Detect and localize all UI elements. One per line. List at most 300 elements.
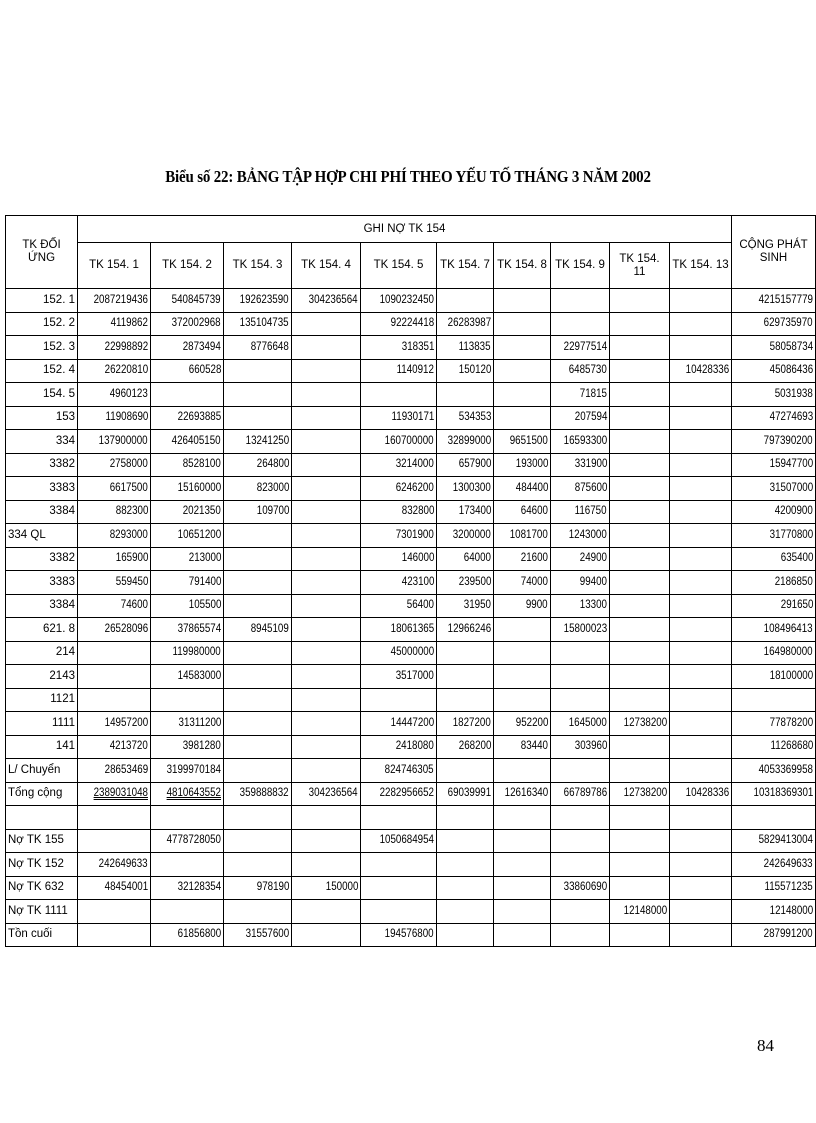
table-cell: [224, 806, 292, 830]
cell-value: 83440: [520, 740, 548, 753]
table-cell: [670, 806, 732, 830]
table-cell: [610, 876, 670, 900]
table-cell: [224, 571, 292, 595]
table-cell: [361, 571, 437, 595]
table-cell: [494, 876, 551, 900]
row-label: 334 QL: [6, 524, 78, 548]
table-row: [6, 571, 816, 595]
table-cell: [494, 688, 551, 712]
table-cell: [494, 782, 551, 806]
table-cell: [151, 289, 224, 313]
table-cell: [437, 618, 494, 642]
table-cell: [610, 359, 670, 383]
cell-value: 823000: [256, 481, 289, 494]
table-cell: [151, 735, 224, 759]
table-cell: [551, 453, 610, 477]
table-cell: [551, 336, 610, 360]
cell-value: 8528100: [182, 458, 221, 471]
table-cell: [551, 876, 610, 900]
cell-value: 194576800: [385, 928, 434, 941]
cell-value: 559450: [115, 575, 148, 588]
table-cell: [361, 759, 437, 783]
table-cell: [670, 547, 732, 571]
cell-value: 4778728050: [166, 834, 221, 847]
total-value: 77878200: [769, 716, 813, 729]
total-value: 11268680: [770, 740, 813, 753]
table-cell: [494, 359, 551, 383]
cell-value: 331900: [574, 458, 607, 471]
table-cell: [292, 359, 361, 383]
table-cell: [78, 289, 151, 313]
cell-value: 160700000: [385, 434, 434, 447]
table-cell: [361, 806, 437, 830]
table-cell: [437, 641, 494, 665]
table-cell: [610, 383, 670, 407]
table-cell: [610, 735, 670, 759]
cell-value: 12738200: [623, 716, 667, 729]
table-cell: [151, 477, 224, 501]
cell-value: 1140912: [396, 364, 434, 377]
cell-value: 2087219436: [93, 293, 148, 306]
cell-value: 978190: [256, 881, 289, 894]
row-label: 3383: [6, 571, 78, 595]
table-cell: [361, 594, 437, 618]
table-row: [6, 312, 816, 336]
cell-value: 2282956652: [379, 787, 434, 800]
cell-value: 832800: [401, 505, 434, 518]
table-cell: [551, 759, 610, 783]
table-cell: [610, 289, 670, 313]
row-label: 152. 4: [6, 359, 78, 383]
table-cell: [610, 641, 670, 665]
table-cell: [551, 359, 610, 383]
cell-value: 875600: [574, 481, 607, 494]
table-cell: [224, 336, 292, 360]
cell-value: 4213720: [109, 740, 148, 753]
table-cell: [224, 641, 292, 665]
table-cell: [292, 782, 361, 806]
table-cell: [670, 336, 732, 360]
row-label: 3384: [6, 594, 78, 618]
total-value: 115571235: [764, 881, 813, 894]
table-cell: [437, 782, 494, 806]
cell-value: 10428336: [685, 364, 729, 377]
cell-value: 6617500: [109, 481, 148, 494]
table-cell: [224, 477, 292, 501]
cell-value: 10651200: [177, 528, 221, 541]
table-cell: [551, 923, 610, 947]
table-cell: [292, 312, 361, 336]
cell-value: 56400: [406, 599, 434, 612]
column-header: TK 154. 8: [494, 243, 551, 289]
row-total: [732, 735, 816, 759]
table-cell: [224, 500, 292, 524]
cell-value: 22977514: [563, 340, 607, 353]
table-cell: [494, 829, 551, 853]
row-total: [732, 406, 816, 430]
row-total: [732, 665, 816, 689]
table-cell: [292, 900, 361, 924]
row-total: [732, 712, 816, 736]
table-cell: [670, 618, 732, 642]
table-cell: [610, 782, 670, 806]
table-cell: [610, 900, 670, 924]
table-row: [6, 853, 816, 877]
row-total: [732, 524, 816, 548]
cell-value: 6246200: [395, 481, 434, 494]
cell-value: 150000: [325, 881, 358, 894]
table-cell: [361, 524, 437, 548]
table-cell: [551, 712, 610, 736]
table-cell: [610, 665, 670, 689]
table-cell: [151, 547, 224, 571]
table-cell: [361, 453, 437, 477]
table-cell: [551, 782, 610, 806]
table-cell: [78, 735, 151, 759]
row-label: 1121: [6, 688, 78, 712]
table-cell: [78, 359, 151, 383]
table-cell: [610, 524, 670, 548]
table-cell: [670, 571, 732, 595]
table-cell: [610, 336, 670, 360]
cell-value: 13241250: [245, 434, 289, 447]
row-label: 153: [6, 406, 78, 430]
table-cell: [551, 806, 610, 830]
table-cell: [494, 406, 551, 430]
column-header: TK 154. 3: [224, 243, 292, 289]
cell-value: 1645000: [568, 716, 607, 729]
table-cell: [494, 759, 551, 783]
row-label: Nợ TK 632: [6, 876, 78, 900]
table-row: [6, 618, 816, 642]
table-cell: [361, 735, 437, 759]
cell-value: 12616340: [504, 787, 548, 800]
total-value: 18100000: [769, 669, 813, 682]
table-cell: [292, 618, 361, 642]
table-row: [6, 900, 816, 924]
table-cell: [670, 594, 732, 618]
cell-value: 660528: [188, 364, 221, 377]
table-cell: [437, 453, 494, 477]
table-cell: [670, 923, 732, 947]
total-value: 287991200: [764, 928, 813, 941]
table-cell: [361, 829, 437, 853]
header-tk-doi-ung: TK ĐỐI ỨNG: [6, 216, 78, 289]
page-number: 84: [757, 1036, 774, 1055]
table-cell: [551, 829, 610, 853]
row-total: [732, 571, 816, 595]
table-row: [6, 712, 816, 736]
table-cell: [437, 900, 494, 924]
table-cell: [551, 524, 610, 548]
table-cell: [78, 430, 151, 454]
cell-value: 3981280: [182, 740, 221, 753]
table-cell: [551, 500, 610, 524]
total-value: 12148000: [769, 904, 813, 917]
table-row: [6, 735, 816, 759]
total-value: 797390200: [764, 434, 813, 447]
cell-value: 824746305: [385, 763, 434, 776]
cell-value: 3517000: [395, 669, 434, 682]
total-value: 15947700: [769, 458, 813, 471]
table-cell: [361, 477, 437, 501]
cell-value: 1090232450: [379, 293, 434, 306]
row-total: [732, 923, 816, 947]
cell-value: 264800: [256, 458, 289, 471]
cell-value: 1300300: [452, 481, 491, 494]
table-cell: [361, 923, 437, 947]
table-cell: [361, 641, 437, 665]
row-total: [732, 829, 816, 853]
table-cell: [224, 383, 292, 407]
row-total: [732, 383, 816, 407]
table-cell: [224, 618, 292, 642]
table-cell: [610, 829, 670, 853]
cell-value: 135104735: [240, 317, 289, 330]
table-cell: [292, 712, 361, 736]
table-cell: [292, 923, 361, 947]
table-cell: [292, 383, 361, 407]
total-value: 5031938: [774, 387, 813, 400]
table-cell: [437, 759, 494, 783]
row-label: 1111: [6, 712, 78, 736]
table-cell: [670, 430, 732, 454]
table-cell: [551, 618, 610, 642]
table-cell: [151, 571, 224, 595]
cell-value: 304236564: [309, 293, 358, 306]
cell-value: 423100: [401, 575, 434, 588]
table-cell: [610, 547, 670, 571]
row-label: 3383: [6, 477, 78, 501]
cell-value: 18061365: [390, 622, 434, 635]
table-cell: [610, 453, 670, 477]
cell-value: 268200: [458, 740, 491, 753]
row-label: 152. 3: [6, 336, 78, 360]
cell-value: 116750: [575, 505, 607, 518]
table-row: [6, 383, 816, 407]
cell-value: 74600: [120, 599, 148, 612]
cell-value: 952200: [515, 716, 548, 729]
table-cell: [292, 477, 361, 501]
table-cell: [494, 571, 551, 595]
table-cell: [361, 782, 437, 806]
table-cell: [151, 876, 224, 900]
table-cell: [151, 430, 224, 454]
row-total: [732, 853, 816, 877]
cell-value: 64000: [463, 552, 491, 565]
table-cell: [610, 571, 670, 595]
table-cell: [224, 430, 292, 454]
table-cell: [151, 829, 224, 853]
table-cell: [224, 289, 292, 313]
table-cell: [151, 453, 224, 477]
row-label: 3382: [6, 453, 78, 477]
cell-value: 14583000: [177, 669, 221, 682]
table-row: [6, 806, 816, 830]
cell-value: 92224418: [390, 317, 434, 330]
table-cell: [670, 477, 732, 501]
table-cell: [78, 571, 151, 595]
table-cell: [610, 806, 670, 830]
table-cell: [437, 876, 494, 900]
table-cell: [437, 665, 494, 689]
table-cell: [224, 312, 292, 336]
table-cell: [292, 594, 361, 618]
table-row: [6, 406, 816, 430]
table-cell: [551, 688, 610, 712]
table-cell: [292, 735, 361, 759]
table-cell: [670, 359, 732, 383]
cell-value: 359888832: [240, 787, 289, 800]
cell-value: 484400: [515, 481, 548, 494]
cell-value: 6485730: [568, 364, 607, 377]
table-cell: [494, 853, 551, 877]
table-row: [6, 688, 816, 712]
table-cell: [437, 359, 494, 383]
row-label: 3384: [6, 500, 78, 524]
table-cell: [437, 383, 494, 407]
table-cell: [292, 829, 361, 853]
table-cell: [437, 477, 494, 501]
table-cell: [610, 477, 670, 501]
cell-value: 9900: [526, 599, 548, 612]
table-cell: [151, 853, 224, 877]
table-cell: [610, 712, 670, 736]
cell-value: 540845739: [172, 293, 221, 306]
table-cell: [494, 312, 551, 336]
table-cell: [224, 712, 292, 736]
table-cell: [224, 923, 292, 947]
table-cell: [670, 383, 732, 407]
table-cell: [494, 500, 551, 524]
table-cell: [670, 759, 732, 783]
table-cell: [151, 759, 224, 783]
row-label: Nợ TK 1111: [6, 900, 78, 924]
table-cell: [292, 453, 361, 477]
cell-value: 99400: [579, 575, 607, 588]
table-cell: [551, 735, 610, 759]
cell-value: 4119862: [110, 317, 148, 330]
row-total: [732, 500, 816, 524]
table-cell: [670, 853, 732, 877]
cell-value: 26528096: [104, 622, 148, 635]
row-total: [732, 289, 816, 313]
cell-value: 28653469: [104, 763, 148, 776]
table-row: [6, 829, 816, 853]
table-cell: [670, 829, 732, 853]
table-cell: [151, 900, 224, 924]
table-cell: [151, 712, 224, 736]
table-cell: [551, 383, 610, 407]
table-cell: [292, 876, 361, 900]
table-cell: [78, 618, 151, 642]
table-cell: [224, 406, 292, 430]
table-cell: [670, 312, 732, 336]
table-cell: [551, 853, 610, 877]
cell-value: 64600: [520, 505, 548, 518]
cell-value: 207594: [574, 411, 607, 424]
row-label: 621. 8: [6, 618, 78, 642]
cell-value: 21600: [520, 552, 548, 565]
table-cell: [670, 712, 732, 736]
table-cell: [610, 406, 670, 430]
table-cell: [610, 688, 670, 712]
table-cell: [224, 688, 292, 712]
cell-value: 31557600: [245, 928, 289, 941]
table-cell: [151, 641, 224, 665]
total-value: 5829413004: [758, 834, 813, 847]
cell-value: 10428336: [685, 787, 729, 800]
cell-value: 71815: [579, 387, 607, 400]
table-row: [6, 641, 816, 665]
table-cell: [437, 571, 494, 595]
total-value: 58058734: [769, 340, 813, 353]
table-cell: [361, 406, 437, 430]
table-cell: [78, 453, 151, 477]
cell-value: 33860690: [563, 881, 607, 894]
table-cell: [292, 571, 361, 595]
row-total: [732, 477, 816, 501]
table-cell: [224, 665, 292, 689]
cell-value: 304236564: [309, 787, 358, 800]
table-cell: [361, 900, 437, 924]
table-cell: [151, 923, 224, 947]
row-total: [732, 547, 816, 571]
cell-value: 137900000: [99, 434, 148, 447]
table-cell: [610, 853, 670, 877]
cell-value: 303960: [574, 740, 607, 753]
table-cell: [78, 806, 151, 830]
cell-value: 15800023: [563, 622, 607, 635]
row-label: Nợ TK 155: [6, 829, 78, 853]
total-value: 635400: [780, 552, 813, 565]
table-cell: [494, 618, 551, 642]
table-row: [6, 359, 816, 383]
table-cell: [670, 500, 732, 524]
table-cell: [78, 923, 151, 947]
total-value: 2186850: [774, 575, 813, 588]
cell-value: 426405150: [172, 434, 221, 447]
table-cell: [151, 665, 224, 689]
table-row: [6, 759, 816, 783]
row-label: Tồn cuối: [6, 923, 78, 947]
table-cell: [292, 853, 361, 877]
cell-value: 45000000: [390, 646, 434, 659]
total-value: 10318369301: [753, 787, 813, 800]
table-cell: [437, 829, 494, 853]
row-total: [732, 782, 816, 806]
table-cell: [551, 594, 610, 618]
table-cell: [494, 289, 551, 313]
cell-value: 48454001: [104, 881, 148, 894]
table-cell: [361, 547, 437, 571]
table-cell: [610, 500, 670, 524]
row-label: 214: [6, 641, 78, 665]
table-cell: [361, 430, 437, 454]
cell-value: 1243000: [568, 528, 607, 541]
table-row: [6, 547, 816, 571]
table-row: [6, 782, 816, 806]
table-cell: [361, 359, 437, 383]
cell-value: 15160000: [177, 481, 221, 494]
row-total: [732, 618, 816, 642]
table-cell: [292, 500, 361, 524]
table-cell: [151, 406, 224, 430]
table-cell: [224, 900, 292, 924]
table-cell: [437, 289, 494, 313]
table-cell: [224, 782, 292, 806]
table-cell: [292, 759, 361, 783]
